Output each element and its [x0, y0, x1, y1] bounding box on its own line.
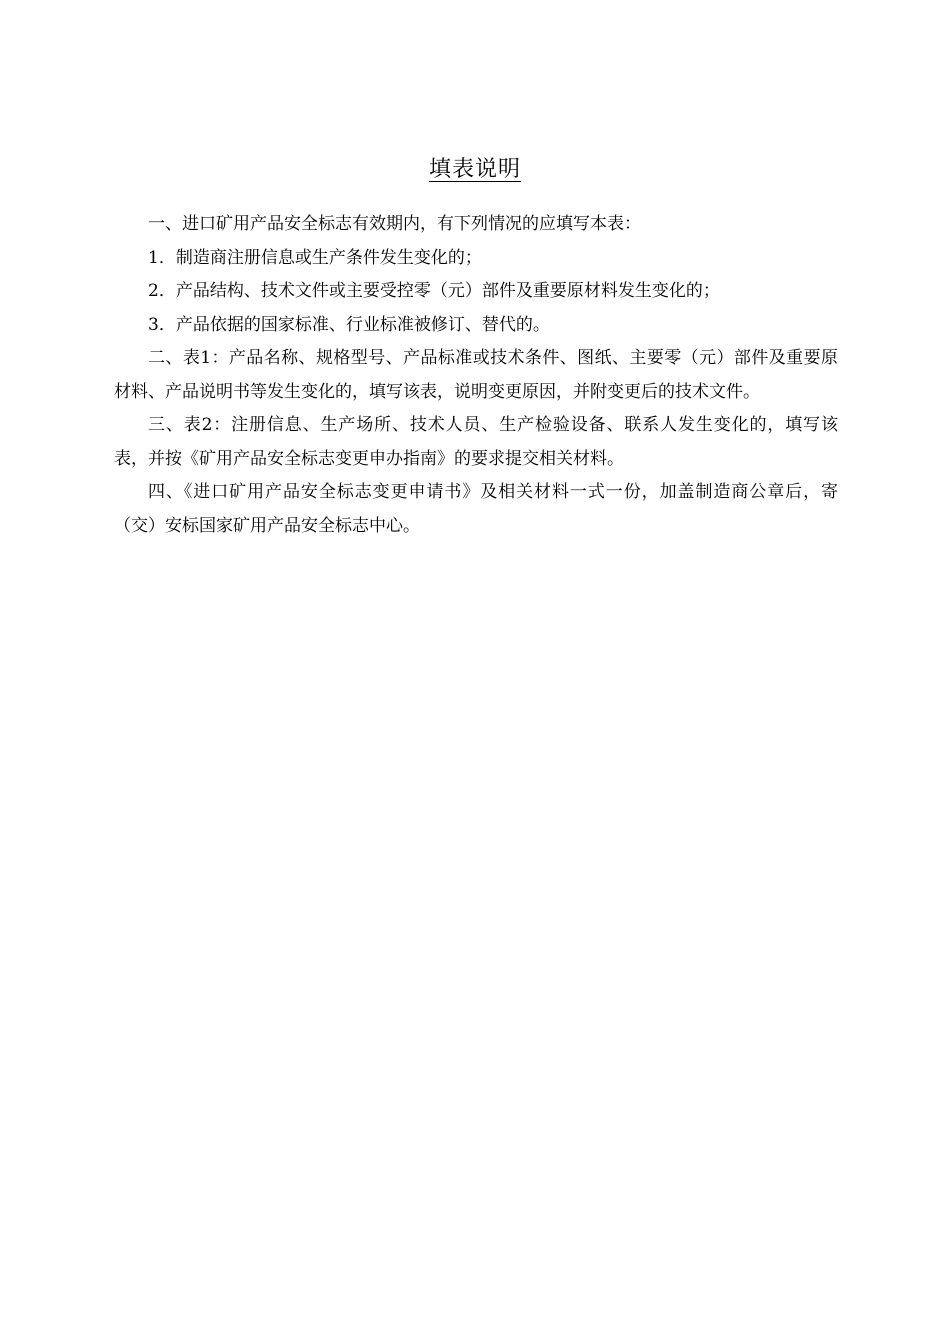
- page-title-text: 填表说明: [428, 157, 521, 182]
- paragraph-table-2: 三、表2：注册信息、生产场所、技术人员、生产检验设备、联系人发生变化的，填写该表，并按《矿用产品安全标志变更申办指南》的要求提交相关材料。: [114, 415, 838, 469]
- paragraph-item-2: 2．产品结构、技术文件或主要受控零（元）部件及重要原材料发生变化的；: [148, 281, 720, 301]
- page-title: [0, 153, 950, 187]
- paragraph-item-1: 1．制造商注册信息或生产条件发生变化的；: [148, 247, 482, 268]
- paragraph-table-1: 二、表1：产品名称、规格型号、产品标准或技术条件、图纸、主要零（元）部件及重要原材料、产品说明书等发生变化的，填写该表，说明变更原因，并附变更后的技术文件。: [114, 348, 838, 402]
- paragraph-submission: 四、《进口矿用产品安全标志变更申请书》及相关材料一式一份，加盖制造商公章后，寄（交）安标国家矿用产品安全标志中心。: [114, 482, 838, 536]
- instructions-body: [114, 208, 838, 543]
- paragraph-intro: 一、进口矿用产品安全标志有效期内，有下列情况的应填写本表：: [148, 214, 641, 234]
- paragraph-item-3: 3．产品依据的国家标准、行业标准被修订、替代的。: [148, 314, 550, 335]
